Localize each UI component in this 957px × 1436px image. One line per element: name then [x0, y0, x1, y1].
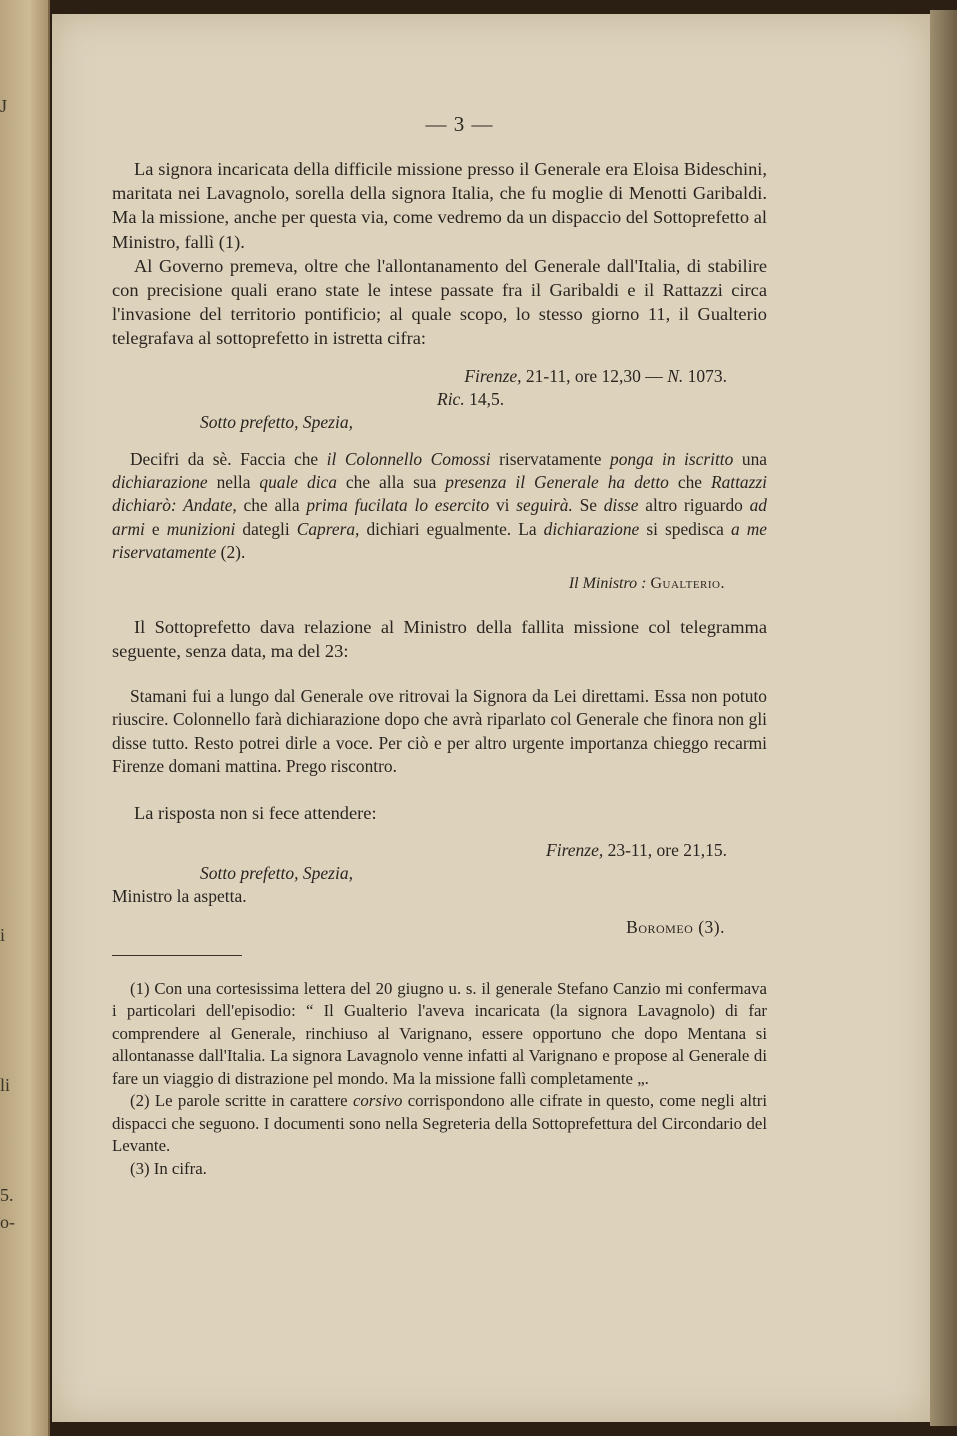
telegram-1-run: altro riguardo	[638, 495, 750, 516]
paragraph-3: Il Sottoprefetto dava relazione al Ministro della fallita missione col telegramma seguente, senza data, ma del 23:	[112, 616, 767, 661]
footnote-2-text: (2) Le parole scritte in carattere	[130, 1091, 353, 1111]
telegram-1-run: disse	[603, 495, 639, 516]
facing-page-fragment: J	[0, 96, 8, 116]
telegram-1-run: che alla sua	[336, 472, 446, 493]
telegram-1-run: una	[733, 448, 767, 469]
telegram-1-run: il Colonnello Comossi	[326, 448, 491, 469]
telegram-1-run: prima fucilata lo esercito	[306, 495, 490, 516]
telegram-1-run: dategli	[235, 518, 297, 539]
telegram-3-text: Ministro la aspetta.	[112, 885, 247, 906]
telegram-1-address: Sotto prefetto, Spezia,	[200, 411, 353, 432]
telegram-1-run: riservatamente	[490, 448, 610, 469]
telegram-1-run: dichiarazione	[112, 472, 208, 493]
telegram-1-run: e	[144, 518, 167, 539]
telegram-3-date: 23-11, ore 21,15.	[607, 839, 727, 860]
footnote-divider	[112, 955, 242, 956]
telegram-1-text	[112, 448, 767, 565]
telegram-1-run: a me riservatamente	[112, 518, 768, 563]
facing-page-fragment: i	[0, 925, 6, 945]
paragraph-1: La signora incaricata della difficile missione presso il Generale era Eloisa Bideschini, maritata nei Lavagnolo, sorella della signora Italia, che fu moglie di Menotti Garibaldi. Ma la missione, anche per questa via, come vedremo da un dispaccio del Sottoprefetto al Ministro, fallì (1).	[112, 159, 767, 252]
telegram-1-run: che alla	[236, 495, 307, 516]
telegram-1-signature	[112, 575, 767, 593]
page-edge	[930, 10, 957, 1426]
telegram-1-run: seguirà.	[516, 495, 573, 516]
footnote-2-italic: corsivo	[352, 1091, 403, 1111]
signature-name: Gualterio.	[650, 574, 725, 592]
footnote-2	[112, 1090, 767, 1158]
telegram-1-run: Rattazzi dichiarò: Andate,	[112, 472, 767, 516]
telegram-1-run: dichiarazione	[543, 518, 640, 539]
telegram-1-ric-label: Ric.	[437, 388, 465, 409]
telegram-1-run: vi	[489, 495, 517, 516]
facing-page-edge	[0, 0, 50, 1436]
page-number: — 3 —	[425, 112, 494, 136]
telegram-3-address: Sotto prefetto, Spezia,	[200, 862, 353, 883]
paragraph-2: Al Governo premeva, oltre che l'allontanamento del Generale dall'Italia, di stabilire con precisione quali erano state le intese passate fra il Garibaldi e il Rattazzi circa l'invasione del territorio pontificio; al quale scopo, lo stesso giorno 11, il Gualterio telegrafava al sottoprefetto in istretta cifra:	[112, 255, 767, 349]
telegram-1-run: ponga in iscritto	[610, 448, 734, 469]
telegram-3-place: Firenze,	[546, 839, 604, 860]
telegram-1-n-value: 1073.	[687, 365, 727, 386]
telegram-1-date: 21-11, ore 12,30 —	[525, 365, 663, 386]
signature-label: Il Ministro :	[568, 574, 647, 592]
telegram-1-ric-value: 14,5.	[469, 388, 505, 409]
footnote-2-text-rest: corrispondono alle cifrate in questo, come negli altri dispacci che seguono. I documenti sono nella Segreteria della Sottoprefettura del Circondario del Levante.	[112, 1091, 767, 1156]
footnote-1: (1) Con una cortesissima lettera del 20 giugno u. s. il generale Stefano Canzio mi confermava i particolari dell'episodio: “ Il Gualterio l'aveva incaricata (la signora Lavagnolo) di far comprendere al Generale, rinchiuso al Varignano, essere opportuno che dopo Mentana si allontanasse dall'Italia. La signora Lavagnolo venne infatti al Varignano e propose al Generale di fare un viaggio di distrazione pel mondo. Ma la missione fallì completamente „.	[112, 978, 767, 1088]
paragraph-4: La risposta non si fece attendere:	[134, 802, 377, 823]
telegram-1-run: che	[668, 472, 711, 493]
telegram-1-place: Firenze,	[464, 365, 522, 386]
page-content	[112, 112, 767, 1180]
telegram-1-n-label: N.	[667, 365, 684, 386]
telegram-1-run: Caprera,	[296, 518, 360, 539]
telegram-1-run: presenza il Generale ha detto	[445, 472, 669, 493]
telegram-3-signature: Boromeo (3).	[626, 916, 725, 937]
telegram-2-text: Stamani fui a lungo dal Generale ove ritrovai la Signora da Lei direttami. Essa non potuto riuscire. Colonnello farà dichiarazione dopo che avrà riparlato col Generale che finora non gli disse tutto. Resto potrei dirle a voce. Per ciò e per altro urgente importanza chieggo recarmi Firenze domani mattina. Prego riscontro.	[112, 686, 767, 777]
facing-page-fragment: li	[0, 1075, 11, 1095]
telegram-1-header	[112, 365, 767, 434]
telegram-1-run: Se	[572, 495, 604, 516]
facing-page-fragment: 5.	[0, 1185, 14, 1205]
telegram-1-run: nella	[207, 472, 260, 493]
footnote-3: (3) In cifra.	[130, 1158, 207, 1178]
telegram-1-run: munizioni	[166, 518, 236, 539]
telegram-1-run: quale dica	[259, 472, 337, 493]
facing-page-fragment: o-	[0, 1212, 15, 1232]
telegram-3-header	[112, 839, 767, 939]
telegram-1-run: Decifri da sè. Faccia che	[130, 448, 327, 469]
telegram-1-run: dichiari egualmente. La	[359, 518, 544, 539]
telegram-1-run: si spedisca	[639, 518, 731, 539]
telegram-1-run: ad armi	[112, 495, 767, 539]
telegram-1-run: (2).	[216, 542, 246, 563]
